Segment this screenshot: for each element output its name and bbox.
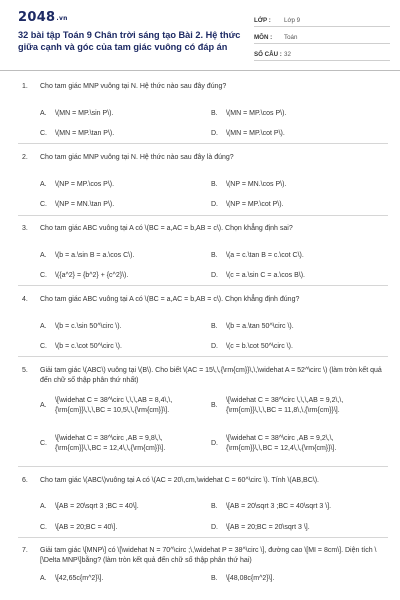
option-text: \(b = c.\sin 50^\circ \). [55, 323, 122, 330]
meta-row-class [254, 14, 390, 27]
option-letter: D. [211, 130, 218, 137]
option-b[interactable] [211, 251, 366, 261]
question-text: Giải tam giác \(ABC\) vuông tại \(B\). Cho biết \(AC = 15\,\,{\rm{cm}}\,\,\widehat A = 52^\circ \) (làm tròn kết quả đến chữ số thập phân thứ nhất) [40, 367, 382, 384]
option-letter: C. [40, 201, 47, 208]
question-divider [18, 466, 388, 467]
question-stem [22, 153, 388, 163]
option-letter: B. [211, 402, 218, 409]
option-c[interactable] [40, 434, 195, 454]
question-7 [22, 546, 388, 596]
option-text: \(MN = MP.\sin P\). [55, 110, 114, 117]
option-letter: A. [40, 575, 47, 582]
option-text: \(c = a.\sin C = a.\cos B\). [226, 272, 305, 279]
option-text: \(NP = MP.\cot P\). [226, 201, 284, 208]
question-stem [22, 224, 388, 234]
option-letter: B. [211, 575, 218, 582]
option-b[interactable] [211, 109, 366, 119]
option-c[interactable] [40, 523, 195, 533]
option-d[interactable] [211, 523, 366, 533]
question-text: Giải tam giác \[MNP\] có \[\widehat N = 70^\circ ;\,\widehat P = 38^\circ \], đường cao \[MI = 8cm\]. Diện tích \[\Delta MNP\]bằng? (làm tròn kết quả đến chữ số thập phân thứ hai) [40, 547, 377, 564]
option-text: \(b = c.\cot 50^\circ \). [55, 343, 122, 350]
option-c[interactable] [40, 129, 195, 139]
question-stem [22, 295, 388, 305]
option-letter: C. [40, 272, 47, 279]
option-letter: A. [40, 252, 47, 259]
option-d[interactable] [211, 342, 366, 352]
option-a[interactable] [40, 322, 195, 332]
question-divider [18, 356, 388, 357]
option-text: \(c = b.\cot 50^\circ \). [226, 343, 293, 350]
option-letter: C. [40, 130, 47, 137]
question-stem [22, 82, 388, 92]
logo-tld: .vn [56, 15, 68, 22]
option-a[interactable] [40, 396, 195, 416]
option-letter: A. [40, 323, 47, 330]
option-letter: C. [40, 524, 47, 531]
option-text: \(b = a.\tan 50^\circ \). [226, 323, 294, 330]
option-letter: C. [40, 440, 47, 447]
option-text: \[AB = 20;BC = 40\]. [55, 524, 118, 531]
option-text: \[48,08c{m^2}\]. [226, 575, 275, 582]
question-divider [18, 537, 388, 538]
question-stem [22, 366, 388, 386]
option-c[interactable] [40, 271, 195, 281]
question-text: Cho tam giác MNP vuông tại N. Hệ thức nào sau đây đúng? [40, 83, 227, 90]
option-text: \(b = a.\sin B = a.\cos C\). [55, 252, 135, 259]
question-2 [22, 153, 388, 209]
question-number: 5. [22, 367, 28, 374]
options [22, 92, 388, 138]
option-d[interactable] [211, 129, 366, 139]
option-text: \(NP = MN.\tan P\). [55, 201, 115, 208]
option-letter: A. [40, 503, 47, 510]
option-a[interactable] [40, 109, 195, 119]
option-text: \(NP = MN.\cos P\). [226, 181, 287, 188]
option-letter: D. [211, 440, 218, 447]
question-1 [22, 82, 388, 138]
meta-label: MÔN : [254, 33, 273, 41]
question-divider [18, 215, 388, 216]
question-stem [22, 546, 388, 566]
options [22, 163, 388, 209]
option-letter: B. [211, 181, 218, 188]
option-b[interactable] [211, 180, 366, 190]
question-number: 2. [22, 154, 28, 161]
options [22, 386, 388, 470]
option-letter: A. [40, 110, 47, 117]
option-a[interactable] [40, 502, 195, 512]
option-letter: B. [211, 110, 218, 117]
options [22, 566, 388, 596]
meta-value: 32 [284, 50, 291, 58]
option-letter: B. [211, 323, 218, 330]
option-a[interactable] [40, 251, 195, 261]
question-number: 4. [22, 296, 28, 303]
options [22, 305, 388, 351]
option-letter: A. [40, 181, 47, 188]
question-number: 1. [22, 83, 28, 90]
question-number: 6. [22, 477, 28, 484]
question-text: Cho tam giác MNP vuông tại N. Hệ thức nào sau đây là đúng? [40, 154, 234, 161]
meta-value: Toán [284, 33, 298, 41]
option-text: \(MN = MP.\cot P\). [226, 130, 285, 137]
option-text: \({a^2} = {b^2} + {c^2}\). [55, 272, 129, 279]
option-letter: D. [211, 272, 218, 279]
option-text: \(MN = MP.\cos P\). [226, 110, 287, 117]
option-b[interactable] [211, 502, 366, 512]
question-divider [18, 143, 388, 144]
option-d[interactable] [211, 271, 366, 281]
option-b[interactable] [211, 322, 366, 332]
question-5 [22, 366, 388, 470]
question-4 [22, 295, 388, 351]
option-letter: D. [211, 343, 218, 350]
question-3 [22, 224, 388, 280]
option-text: \[\widehat C = 38^\circ ,AB = 9,8\,\,{\rm{cm}}\,\,BC = 12,4\,\,{\rm{cm}}\]. [55, 435, 166, 452]
option-d[interactable] [211, 200, 366, 210]
option-text: \[42,65c{m^2}\]. [55, 575, 104, 582]
question-number: 3. [22, 225, 28, 232]
option-letter: C. [40, 343, 47, 350]
meta-row-count [254, 48, 390, 61]
option-text: \(a = c.\tan B = c.\cot C\). [226, 252, 304, 259]
option-text: \[\widehat C = 38^\circ ,AB = 9,2\,\,{\rm{cm}}\,\,BC = 12,4\,\,{\rm{cm}}\]. [226, 435, 337, 452]
option-letter: B. [211, 252, 218, 259]
option-text: \(NP = MP.\cos P\). [55, 181, 115, 188]
meta-row-subject [254, 31, 390, 44]
question-text: Cho tam giác \(ABC\)vuông tại A có \(AC = 20\,cm,\widehat C = 60^\circ \). Tính \(AB,BC\). [40, 477, 319, 484]
option-a[interactable] [40, 180, 195, 190]
option-letter: A. [40, 402, 47, 409]
option-letter: D. [211, 201, 218, 208]
option-c[interactable] [40, 200, 195, 210]
option-text: \[AB = 20;BC = 20\sqrt 3 \]. [226, 524, 310, 531]
option-a[interactable] [40, 574, 195, 584]
option-text: \[AB = 20\sqrt 3 ;BC = 40\]. [55, 503, 139, 510]
meta-label: LỚP : [254, 16, 271, 24]
document-title: 32 bài tập Toán 9 Chân trời sáng tạo Bài 2. Hệ thức giữa cạnh và góc của tam giác vuông có đáp án [18, 30, 241, 52]
document-header [0, 0, 400, 66]
question-text: Cho tam giác ABC vuông tại A có \(BC = a,AC = b,AB = c\). Chọn khẳng định sai? [40, 225, 293, 232]
question-text: Cho tam giác ABC vuông tại A có \(BC = a,AC = b,AB = c\). Chọn khẳng định đúng? [40, 296, 300, 303]
option-b[interactable] [211, 396, 366, 416]
meta-label: SỐ CÂU : [254, 50, 282, 58]
option-d[interactable] [211, 434, 366, 454]
header-divider [0, 70, 400, 71]
option-letter: D. [211, 524, 218, 531]
question-stem [22, 476, 388, 486]
meta-value: Lớp 9 [284, 16, 301, 24]
logo-text: 2048 [18, 10, 56, 25]
question-divider [18, 285, 388, 286]
option-b[interactable] [211, 574, 366, 584]
question-number: 7. [22, 547, 28, 554]
meta-info [254, 14, 390, 65]
option-text: \[AB = 20\sqrt 3 ;BC = 40\sqrt 3 \]. [226, 503, 332, 510]
options [22, 486, 388, 532]
option-c[interactable] [40, 342, 195, 352]
options [22, 234, 388, 280]
option-text: \(MN = MP.\tan P\). [55, 130, 115, 137]
option-letter: B. [211, 503, 218, 510]
option-text: \[\widehat C = 38^\circ \,\,\,AB = 8,4\,\,{\rm{cm}}\,\,\,BC = 10,5\,\,{\rm{cm}}\]. [55, 397, 173, 414]
question-6 [22, 476, 388, 532]
option-text: \[\widehat C = 38^\circ \,\,\,AB = 9,2\,\,{\rm{cm}}\,\,\,BC = 11,8\,\,{\rm{cm}}\]. [226, 397, 344, 414]
